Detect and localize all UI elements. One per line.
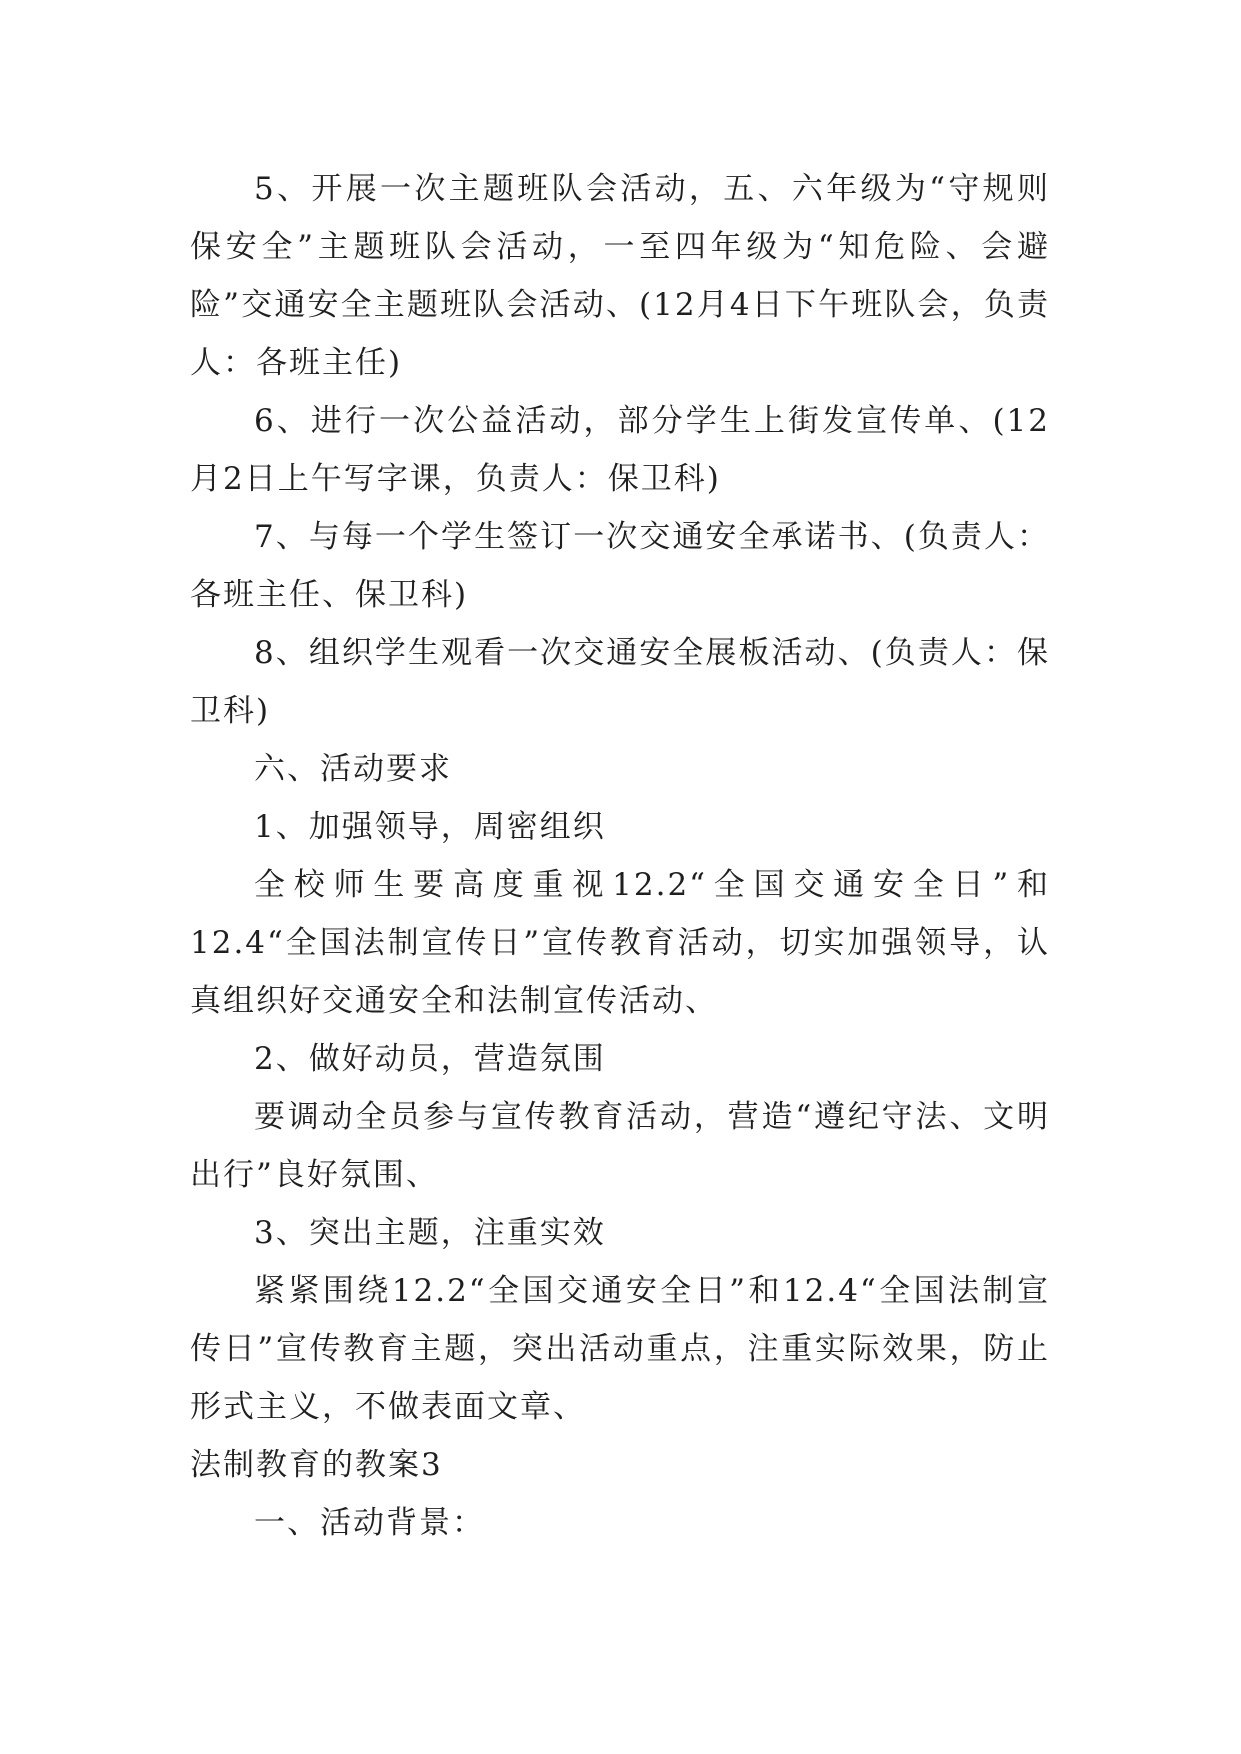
document-title-lesson-plan-3: 法制教育的教案3 [190, 1447, 443, 1483]
section-heading-background: 一、活动背景： [254, 1505, 485, 1541]
paragraph-item-6-public-welfare: 6、进行一次公益活动，部分学生上街发宣传单、(12月2日上午写字课，负责人：保卫科) [190, 403, 1050, 497]
subheading-theme: 3、突出主题，注重实效 [254, 1215, 606, 1251]
subheading-leadership: 1、加强领导，周密组织 [254, 809, 606, 845]
subheading-mobilization: 2、做好动员，营造氛围 [254, 1041, 606, 1077]
paragraph-theme: 紧紧围绕12.2“全国交通安全日”和12.4“全国法制宣传日”宣传教育主题，突出活动重点，注重实际效果，防止形式主义，不做表面文章、 [190, 1273, 1050, 1425]
paragraph-item-8-exhibition: 8、组织学生观看一次交通安全展板活动、(负责人：保卫科) [190, 635, 1050, 729]
section-heading-requirements: 六、活动要求 [254, 751, 452, 787]
paragraph-leadership: 全校师生要高度重视12.2“全国交通安全日”和12.4“全国法制宣传日”宣传教育活动，切实加强领导，认真组织好交通安全和法制宣传活动、 [190, 867, 1050, 1019]
paragraph-mobilization: 要调动全员参与宣传教育活动，营造“遵纪守法、文明出行”良好氛围、 [190, 1099, 1050, 1193]
paragraph-item-7-safety-pledge: 7、与每一个学生签订一次交通安全承诺书、(负责人：各班主任、保卫科) [190, 519, 1050, 613]
paragraph-item-5-class-meeting: 5、开展一次主题班队会活动，五、六年级为“守规则保安全”主题班队会活动，一至四年级为“知危险、会避险”交通安全主题班队会活动、(12月4日下午班队会，负责人：各班主任) [190, 171, 1050, 381]
document-body [190, 160, 1050, 1552]
